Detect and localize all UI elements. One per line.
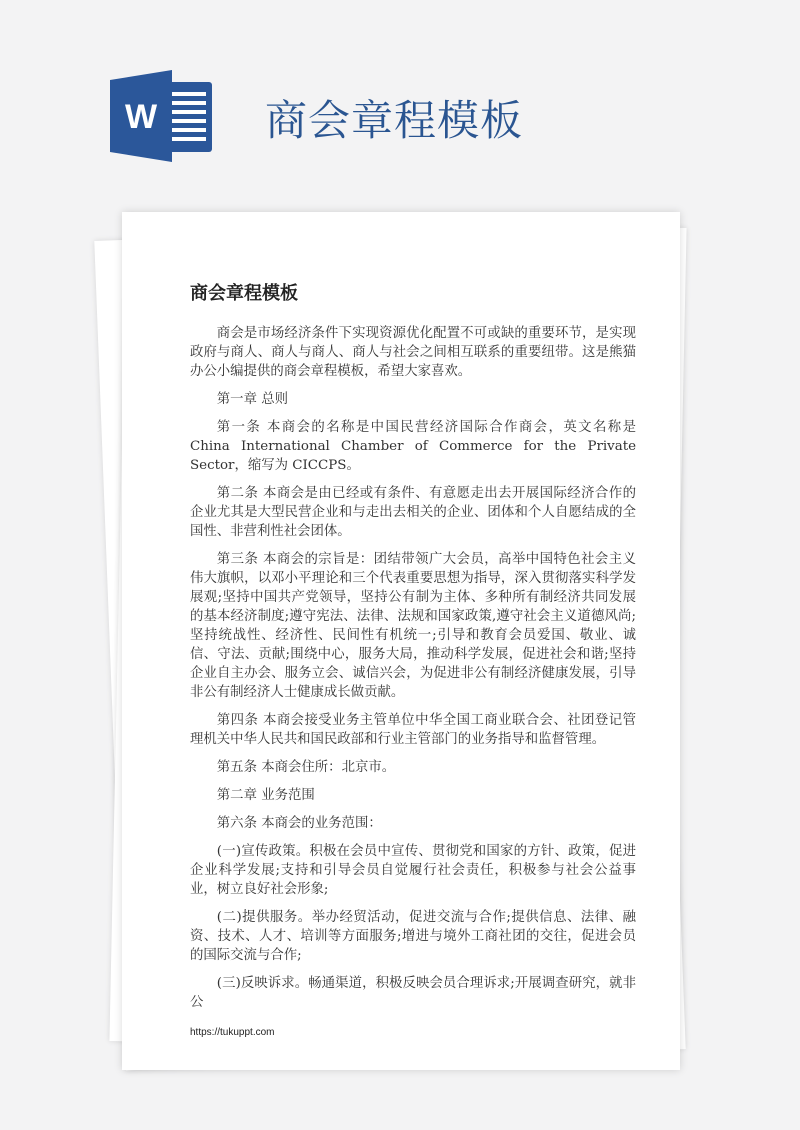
paragraph: 第五条 本商会住所：北京市。: [216, 760, 396, 775]
footer-url: https://tukuppt.com: [190, 1027, 275, 1038]
banner-title: 商会章程模板: [265, 96, 524, 145]
word-logo-icon: [110, 70, 215, 162]
paragraph: 第二章 业务范围: [216, 788, 315, 803]
paragraph: (三)反映诉求。畅通渠道，积极反映会员合理诉求;开展调查研究，就非公: [190, 976, 636, 1010]
svg-text:W: W: [124, 98, 158, 136]
paragraph: 第三条 本商会的宗旨是：团结带领广大会员，高举中国特色社会主义伟大旗帜，以邓小平理论和三个代表重要思想为指导，深入贯彻落实科学发展观;坚持中国共产党领导，坚持公有制为主体、多种所有制经济共同发展的基本经济制度;遵守宪法、法律、法规和国家政策,遵守社会主义道德风尚;坚持统战性、经济性、民间性有机统一;引导和教育会员爱国、敬业、诚信、守法、贡献;围绕中心，服务大局，推动科学发展，促进社会和谐;坚持企业自主办会、服务立会、诚信兴会，为促进非公有制经济健康发展，引导非公有制经济人士健康成长做贡献。: [190, 552, 636, 700]
paragraph: (一)宣传政策。积极在会员中宣传、贯彻党和国家的方针、政策，促进企业科学发展;支持和引导会员自觉履行社会责任，积极参与社会公益事业，树立良好社会形象;: [190, 844, 636, 897]
paragraph: 第一章 总则: [216, 392, 289, 407]
paragraph: 第二条 本商会是由已经或有条件、有意愿走出去开展国际经济合作的企业尤其是大型民营企业和与走出去相关的企业、团体和个人自愿结成的全国性、非营利性社会团体。: [190, 486, 636, 539]
document-title: 商会章程模板: [190, 283, 298, 304]
paragraph: 商会是市场经济条件下实现资源优化配置不可或缺的重要环节，是实现政府与商人、商人与商人、商人与社会之间相互联系的重要纽带。这是熊猫办公小编提供的商会章程模板，希望大家喜欢。: [190, 326, 636, 379]
paragraph: 第六条 本商会的业务范围：: [216, 816, 382, 831]
document-body: [190, 324, 636, 1012]
paragraph: (二)提供服务。举办经贸活动，促进交流与合作;提供信息、法律、融资、技术、人才、培训等方面服务;增进与境外工商社团的交往，促进会员的国际交流与合作;: [190, 910, 636, 963]
paragraph: 第一条 本商会的名称是中国民营经济国际合作商会，英文名称是 China International Chamber of Commerce for the Private Sector，缩写为 CICCPS。: [190, 420, 636, 473]
paragraph: 第四条 本商会接受业务主管单位中华全国工商业联合会、社团登记管理机关中华人民共和国民政部和行业主管部门的业务指导和监督管理。: [190, 713, 636, 747]
document-page: [122, 212, 680, 1070]
